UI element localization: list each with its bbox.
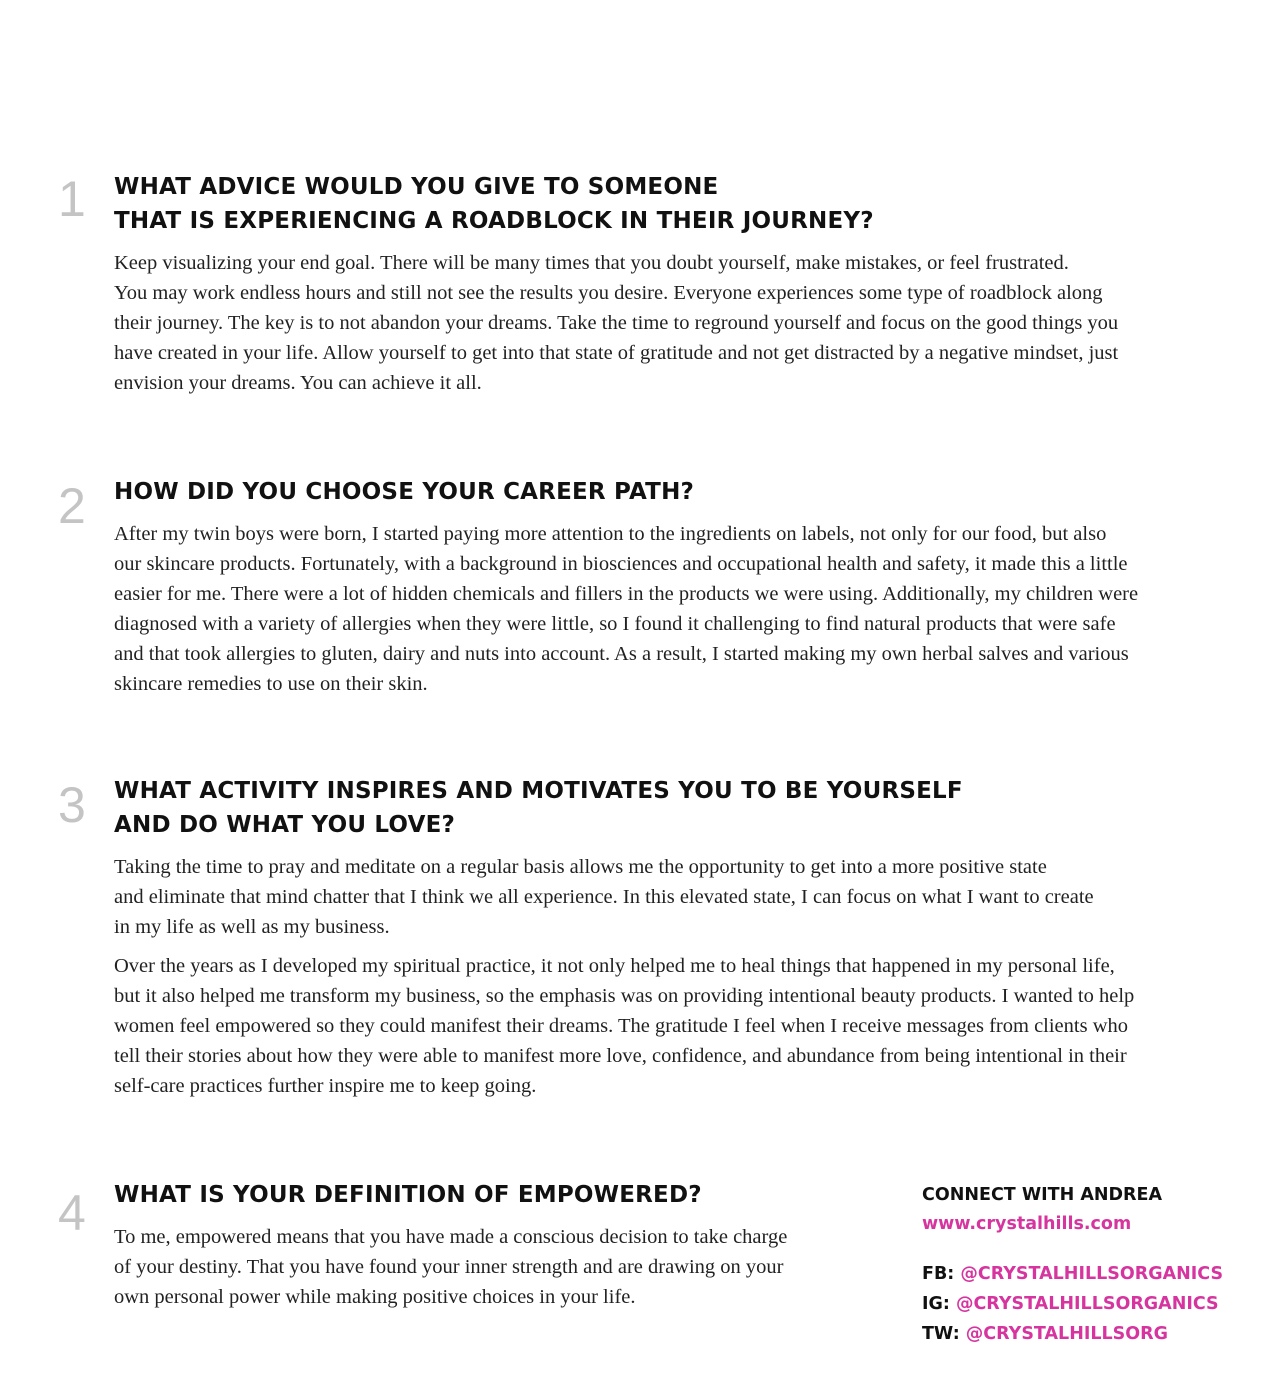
social-item-twitter <box>922 1319 1223 1349</box>
facebook-handle-link[interactable]: @CRYSTALHILLSORGANICS <box>960 1264 1224 1284</box>
answer-line: of your destiny. That you have found your inner strength and are drawing on your <box>114 1256 784 1278</box>
answer-paragraph <box>114 1222 787 1312</box>
answer-line: have created in your life. Allow yourself to get into that state of gratitude and not get distracted by a negative mindset, just <box>114 342 1119 364</box>
answer-line: Keep visualizing your end goal. There will be many times that you doubt yourself, make mistakes, or feel frustrated. <box>114 252 1069 274</box>
social-list <box>922 1259 1223 1349</box>
answer-line: tell their stories about how they were able to manifest more love, confidence, and abundance from being intentional in their <box>114 1045 1127 1067</box>
section-number: 3 <box>58 777 86 833</box>
answer-line: but it also helped me transform my business, so the emphasis was on providing intentional beauty products. I wanted to help <box>114 985 1135 1007</box>
answer-paragraph <box>114 519 1138 699</box>
answer-line: Over the years as I developed my spiritual practice, it not only helped me to heal things that happened in my personal life, <box>114 955 1115 977</box>
question-line: WHAT ACTIVITY INSPIRES AND MOTIVATES YOU TO BE YOURSELF <box>114 778 963 804</box>
answer-line: skincare remedies to use on their skin. <box>114 673 428 695</box>
section-content <box>114 1178 787 1312</box>
question-heading <box>114 1178 787 1212</box>
section-number: 4 <box>58 1185 86 1241</box>
answer-line: own personal power while making positive choices in your life. <box>114 1286 636 1308</box>
question-line: THAT IS EXPERIENCING A ROADBLOCK IN THEIR JOURNEY? <box>114 208 874 234</box>
answer-line: self-care practices further inspire me to keep going. <box>114 1075 537 1097</box>
question-line: HOW DID YOU CHOOSE YOUR CAREER PATH? <box>114 479 695 505</box>
answer-paragraph <box>114 248 1118 398</box>
section-number: 2 <box>58 478 86 534</box>
instagram-handle-link[interactable]: @CRYSTALHILLSORGANICS <box>955 1294 1219 1314</box>
question-heading <box>114 475 1138 509</box>
answer-line: easier for me. There were a lot of hidden chemicals and fillers in the products we were using. Additionally, my children were <box>114 583 1139 605</box>
answer-paragraph <box>114 951 1134 1101</box>
answer-line: their journey. The key is to not abandon your dreams. Take the time to reground yourself and focus on the good things you <box>114 312 1119 334</box>
answer-line: After my twin boys were born, I started paying more attention to the ingredients on labels, not only for our food, but also <box>114 523 1107 545</box>
answer-line: envision your dreams. You can achieve it all. <box>114 372 482 394</box>
section-content <box>114 774 1134 1101</box>
answer-line: To me, empowered means that you have made a conscious decision to take charge <box>114 1226 788 1248</box>
section-content <box>114 170 1118 398</box>
section-content <box>114 475 1138 699</box>
social-item-instagram <box>922 1289 1223 1319</box>
question-line: WHAT ADVICE WOULD YOU GIVE TO SOMEONE <box>114 174 719 200</box>
connect-block <box>922 1183 1223 1349</box>
question-heading <box>114 170 1118 238</box>
answer-line: our skincare products. Fortunately, with a background in biosciences and occupational health and safety, it made this a little <box>114 553 1128 575</box>
answer-line: and that took allergies to gluten, dairy and nuts into account. As a result, I started making my own herbal salves and various <box>114 643 1129 665</box>
social-label: IG: <box>922 1294 950 1314</box>
social-label: FB: <box>922 1264 955 1284</box>
website-link[interactable]: www.crystalhills.com <box>922 1214 1132 1234</box>
question-line: WHAT IS YOUR DEFINITION OF EMPOWERED? <box>114 1182 702 1208</box>
question-heading <box>114 774 1134 842</box>
question-line: AND DO WHAT YOU LOVE? <box>114 812 456 838</box>
social-item-facebook <box>922 1259 1223 1289</box>
answer-line: Taking the time to pray and meditate on a regular basis allows me the opportunity to get into a more positive state <box>114 856 1047 878</box>
section-number: 1 <box>58 171 86 227</box>
connect-title: CONNECT WITH ANDREA <box>922 1185 1163 1205</box>
answer-line: and eliminate that mind chatter that I think we all experience. In this elevated state, I can focus on what I want to create <box>114 886 1094 908</box>
social-label: TW: <box>922 1324 960 1344</box>
answer-line: You may work endless hours and still not see the results you desire. Everyone experiences some type of roadblock along <box>114 282 1103 304</box>
answer-line: women feel empowered so they could manifest their dreams. The gratitude I feel when I receive messages from clients who <box>114 1015 1129 1037</box>
twitter-handle-link[interactable]: @CRYSTALHILLSORG <box>965 1324 1168 1344</box>
answer-line: in my life as well as my business. <box>114 916 390 938</box>
answer-paragraph <box>114 852 1134 942</box>
answer-line: diagnosed with a variety of allergies when they were little, so I found it challenging to find natural products that were safe <box>114 613 1116 635</box>
